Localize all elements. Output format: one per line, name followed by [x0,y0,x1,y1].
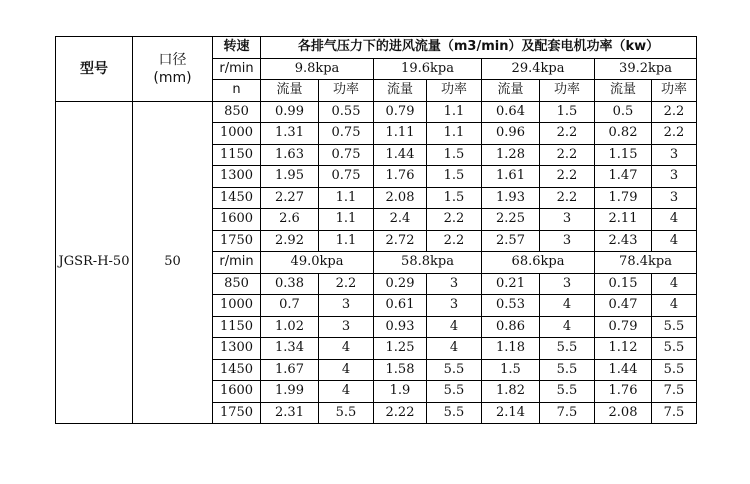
model-header: 型号 [56,37,133,102]
flow-cell: 2.08 [374,187,427,209]
power-cell: 3 [540,273,595,295]
flow-cell: 2.72 [374,230,427,252]
flow-cell: 1.93 [482,187,540,209]
power-cell: 5.5 [427,381,482,403]
flow-cell: 1.31 [261,123,319,145]
speed-cell: 1150 [213,316,261,338]
power-cell: 5.5 [652,338,697,360]
flow-cell: 1.34 [261,338,319,360]
flow-cell: 0.99 [261,101,319,123]
power-cell: 2.2 [427,230,482,252]
speed-cell: 1750 [213,402,261,424]
power-cell: 4 [319,381,374,403]
power-cell: 2.2 [540,187,595,209]
power-cell: 3 [319,316,374,338]
power-cell: 4 [540,316,595,338]
pressure-header: 9.8kpa [261,58,374,80]
power-cell: 4 [652,209,697,231]
power-cell: 2.2 [540,166,595,188]
flow-header: 流量 [374,80,427,102]
speed-cell: 1300 [213,338,261,360]
power-cell: 4 [652,230,697,252]
flow-cell: 1.61 [482,166,540,188]
flow-cell: 2.27 [261,187,319,209]
power-cell: 5.5 [652,316,697,338]
flow-cell: 2.25 [482,209,540,231]
flow-cell: 1.25 [374,338,427,360]
power-cell: 1.1 [319,230,374,252]
diameter-label: 口径 [158,51,187,68]
flow-cell: 2.43 [595,230,652,252]
power-cell: 1.5 [540,101,595,123]
pressure-header: 39.2kpa [595,58,697,80]
power-header: 功率 [652,80,697,102]
speed-cell: 1300 [213,166,261,188]
power-header: 功率 [319,80,374,102]
flow-header: 流量 [482,80,540,102]
flow-cell: 1.76 [374,166,427,188]
power-cell: 1.5 [427,166,482,188]
power-cell: 1.1 [427,101,482,123]
power-cell: 3 [652,166,697,188]
power-cell: 3 [540,209,595,231]
speed-cell: 1450 [213,187,261,209]
flow-cell: 2.31 [261,402,319,424]
power-header: 功率 [427,80,482,102]
power-cell: 0.55 [319,101,374,123]
power-cell: 2.2 [540,144,595,166]
speed-cell: 1150 [213,144,261,166]
flow-cell: 1.67 [261,359,319,381]
rpm-header: r/min [213,252,261,274]
flow-cell: 2.14 [482,402,540,424]
flow-cell: 0.38 [261,273,319,295]
power-cell: 0.75 [319,166,374,188]
power-cell: 2.2 [427,209,482,231]
power-cell: 3 [427,273,482,295]
power-cell: 3 [652,187,697,209]
flow-cell: 0.96 [482,123,540,145]
power-cell: 4 [319,338,374,360]
model-cell: JGSR-H-50 [56,101,133,424]
power-cell: 7.5 [652,381,697,403]
flow-cell: 1.58 [374,359,427,381]
pressure-header: 58.8kpa [374,252,482,274]
rpm-header: r/min [213,58,261,80]
power-cell: 7.5 [652,402,697,424]
flow-cell: 1.99 [261,381,319,403]
speed-cell: 1750 [213,230,261,252]
flow-cell: 1.44 [374,144,427,166]
power-cell: 4 [427,316,482,338]
flow-cell: 2.57 [482,230,540,252]
flow-cell: 1.11 [374,123,427,145]
flow-cell: 0.86 [482,316,540,338]
speed-cell: 850 [213,101,261,123]
flow-cell: 1.82 [482,381,540,403]
flow-cell: 2.22 [374,402,427,424]
flow-cell: 0.7 [261,295,319,317]
speed-cell: 1600 [213,209,261,231]
flow-cell: 1.95 [261,166,319,188]
power-cell: 1.5 [427,144,482,166]
spec-table [55,36,697,424]
power-cell: 0.75 [319,144,374,166]
power-cell: 5.5 [319,402,374,424]
spec-table-body [56,37,697,424]
flow-cell: 1.15 [595,144,652,166]
flow-cell: 0.29 [374,273,427,295]
power-cell: 5.5 [540,338,595,360]
power-cell: 3 [540,230,595,252]
flow-cell: 0.93 [374,316,427,338]
speed-cell: 1000 [213,123,261,145]
power-cell: 4 [652,295,697,317]
flow-header: 流量 [261,80,319,102]
power-cell: 5.5 [427,359,482,381]
power-cell: 5.5 [652,359,697,381]
speed-cell: 1450 [213,359,261,381]
flow-cell: 1.9 [374,381,427,403]
power-cell: 5.5 [540,381,595,403]
power-cell: 2.2 [652,101,697,123]
flow-cell: 0.5 [595,101,652,123]
power-cell: 2.2 [652,123,697,145]
power-cell: 2.2 [540,123,595,145]
pressure-header: 68.6kpa [482,252,595,274]
flow-cell: 0.21 [482,273,540,295]
power-cell: 4 [427,338,482,360]
flow-cell: 0.61 [374,295,427,317]
flow-cell: 1.44 [595,359,652,381]
flow-cell: 1.63 [261,144,319,166]
flow-cell: 1.28 [482,144,540,166]
power-cell: 3 [319,295,374,317]
table-row [56,101,697,123]
power-cell: 0.75 [319,123,374,145]
flow-cell: 2.4 [374,209,427,231]
flow-cell: 1.79 [595,187,652,209]
power-cell: 1.1 [319,209,374,231]
power-cell: 4 [652,273,697,295]
flow-cell: 1.5 [482,359,540,381]
diameter-header [133,37,213,102]
flow-cell: 1.47 [595,166,652,188]
header-row-1 [56,37,697,59]
pressure-header: 19.6kpa [374,58,482,80]
speed-cell: 1600 [213,381,261,403]
power-cell: 4 [319,359,374,381]
flow-header: 流量 [595,80,652,102]
flow-cell: 0.53 [482,295,540,317]
flow-cell: 0.64 [482,101,540,123]
flow-cell: 2.92 [261,230,319,252]
power-cell: 1.1 [427,123,482,145]
flow-cell: 0.15 [595,273,652,295]
power-cell: 5.5 [540,359,595,381]
power-cell: 2.2 [319,273,374,295]
flow-cell: 1.76 [595,381,652,403]
power-cell: 7.5 [540,402,595,424]
n-header: n [213,80,261,102]
flow-cell: 1.18 [482,338,540,360]
pressure-header: 49.0kpa [261,252,374,274]
flow-cell: 0.82 [595,123,652,145]
flow-cell: 2.11 [595,209,652,231]
pressure-header: 29.4kpa [482,58,595,80]
power-cell: 1.1 [319,187,374,209]
power-cell: 1.5 [427,187,482,209]
speed-header: 转速 [213,37,261,59]
flow-cell: 0.47 [595,295,652,317]
flow-cell: 2.6 [261,209,319,231]
power-cell: 3 [652,144,697,166]
flow-cell: 0.79 [595,316,652,338]
flow-cell: 2.08 [595,402,652,424]
table-title: 各排气压力下的进风流量（m3/min）及配套电机功率（kw） [261,37,697,59]
speed-cell: 1000 [213,295,261,317]
power-header: 功率 [540,80,595,102]
power-cell: 4 [540,295,595,317]
flow-cell: 1.12 [595,338,652,360]
diameter-unit: (mm) [153,69,192,86]
speed-cell: 850 [213,273,261,295]
flow-cell: 0.79 [374,101,427,123]
power-cell: 3 [427,295,482,317]
flow-cell: 1.02 [261,316,319,338]
power-cell: 5.5 [427,402,482,424]
pressure-header: 78.4kpa [595,252,697,274]
diameter-cell: 50 [133,101,213,424]
